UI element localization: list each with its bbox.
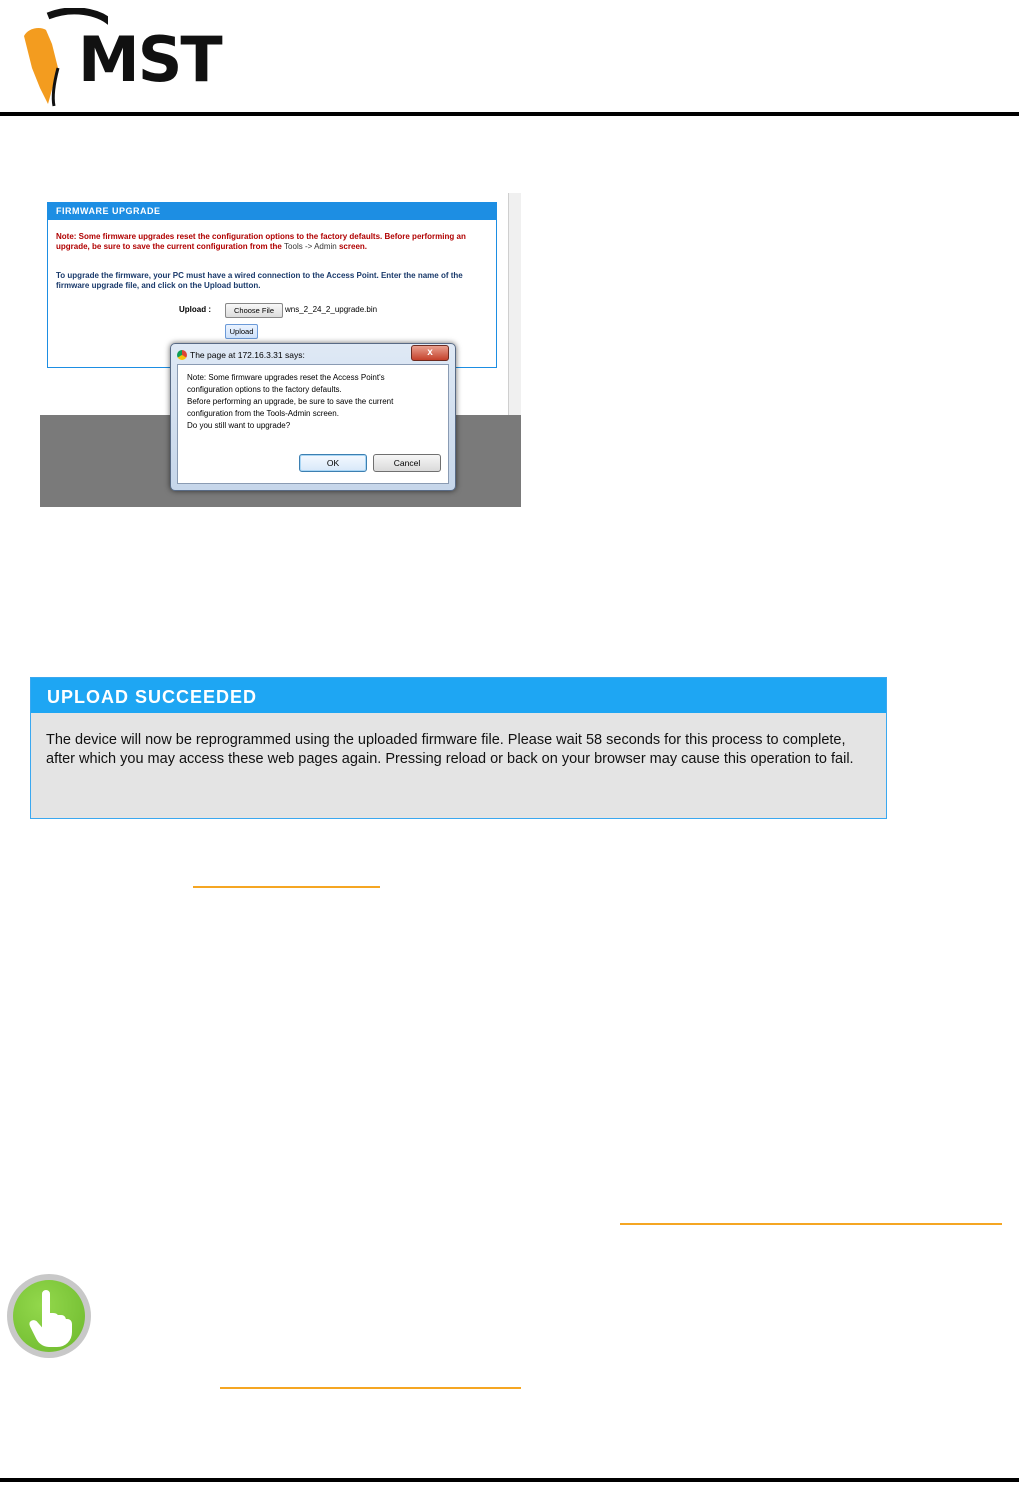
firmware-upgrade-title: FIRMWARE UPGRADE bbox=[48, 203, 496, 220]
dialog-title: The page at 172.16.3.31 says: bbox=[190, 350, 305, 360]
confirm-dialog bbox=[170, 343, 456, 491]
link-underline[interactable] bbox=[220, 1387, 521, 1389]
pointing-hand-icon bbox=[7, 1274, 91, 1358]
page-scrollbar[interactable] bbox=[508, 193, 521, 415]
firmware-info: To upgrade the firmware, your PC must have a wired connection to the Access Point. Enter the name of the firmware upgrade file, and click on the Upload button. bbox=[56, 271, 463, 290]
firmware-note bbox=[56, 232, 486, 252]
dialog-message: Note: Some firmware upgrades reset the Access Point's configuration options to the factory defaults. Before performing an upgrade, be sure to save the current configuration from the Tools-Admin screen. Do you still want to upgrade? bbox=[187, 373, 394, 430]
upload-button[interactable]: Upload bbox=[225, 324, 258, 339]
upload-label: Upload : bbox=[179, 305, 211, 314]
header-rule bbox=[0, 112, 1019, 116]
link-underline[interactable] bbox=[193, 886, 380, 888]
dialog-close-button[interactable]: x bbox=[411, 345, 449, 361]
hand-glyph bbox=[13, 1280, 85, 1352]
firmware-note-tools: Tools -> Admin bbox=[284, 242, 337, 251]
selected-file-name: wns_2_24_2_upgrade.bin bbox=[285, 305, 378, 314]
firmware-upgrade-screenshot bbox=[40, 193, 521, 507]
chrome-icon bbox=[177, 350, 187, 360]
upload-succeeded-message: The device will now be reprogrammed using the uploaded firmware file. Please wait 58 seconds for this process to complete, after which you may access these web pages again. Pressing reload or back on your browser may cause this operation to fail. bbox=[46, 732, 854, 767]
dialog-cancel-button[interactable]: Cancel bbox=[373, 454, 441, 472]
mst-logo bbox=[18, 8, 228, 108]
dialog-ok-button[interactable]: OK bbox=[299, 454, 367, 472]
logo-wordmark: MST bbox=[78, 23, 221, 96]
firmware-note-text: Note: Some firmware upgrades reset the configuration options to the factory defaults. Before performing an upgrade, be sure to save the current configuration from the bbox=[56, 232, 466, 251]
firmware-note-end: screen. bbox=[338, 242, 368, 251]
dialog-body bbox=[177, 364, 449, 484]
upload-succeeded-panel bbox=[30, 677, 887, 819]
choose-file-button[interactable]: Choose File bbox=[225, 303, 283, 318]
upload-succeeded-title: UPLOAD SUCCEEDED bbox=[31, 678, 886, 713]
footer-rule bbox=[0, 1478, 1019, 1482]
link-underline[interactable] bbox=[620, 1223, 1002, 1225]
